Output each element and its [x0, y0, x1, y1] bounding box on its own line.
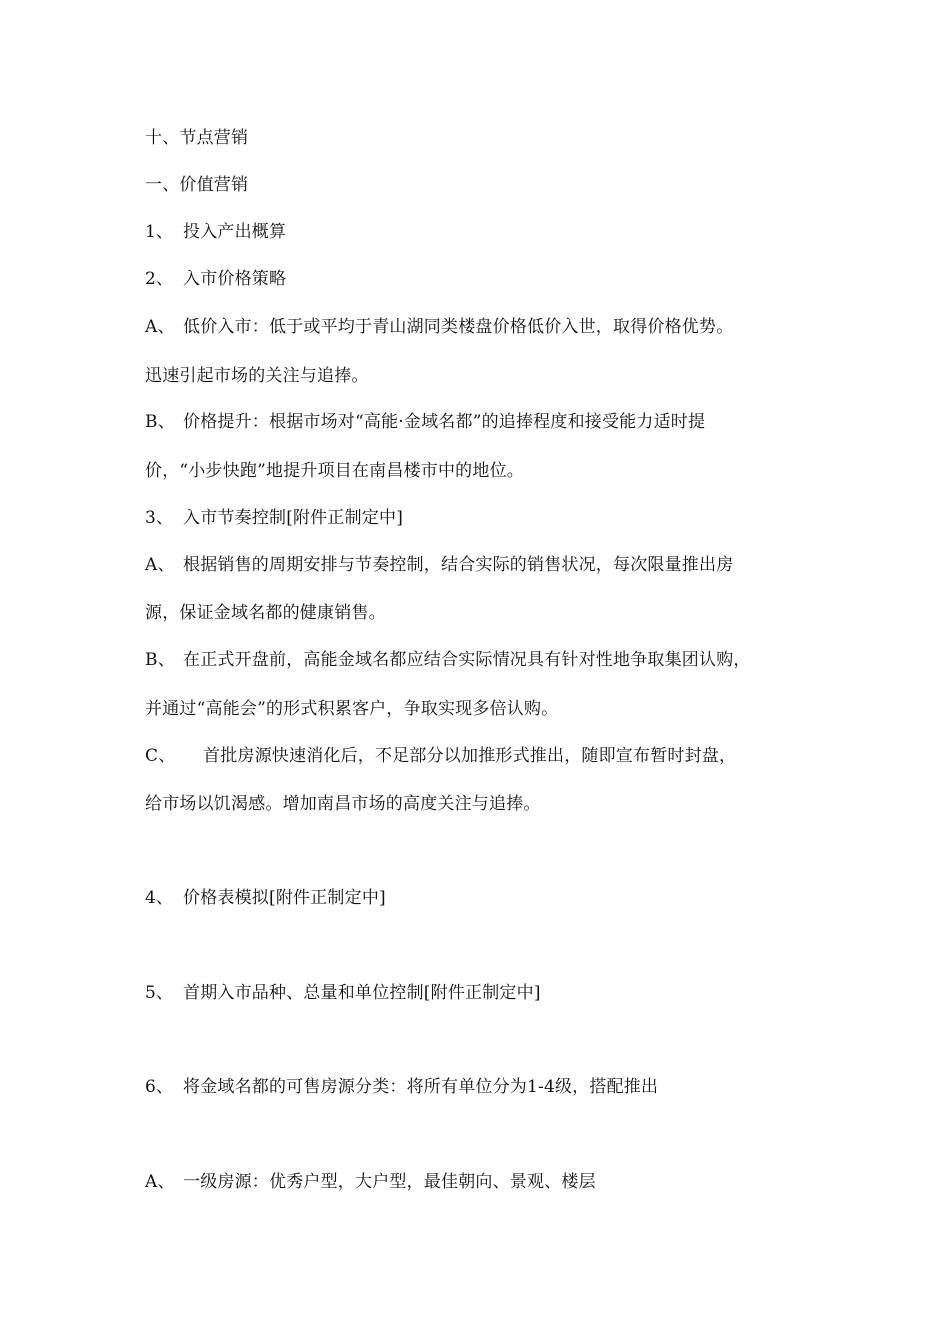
- list-item: [145, 1077, 658, 1097]
- list-item: [145, 983, 541, 1003]
- list-marker: A、: [145, 317, 175, 337]
- paragraph-continuation: [145, 794, 541, 814]
- line-text: 十、节点营销: [145, 128, 249, 148]
- line-text: 在正式开盘前，高能金域名都应结合实际情况具有针对性地争取集团认购，: [183, 650, 751, 670]
- line-text: 迅速引起市场的关注与追捧。: [145, 366, 369, 386]
- list-marker: 3、: [145, 508, 174, 528]
- paragraph-continuation: [145, 366, 369, 386]
- list-item: [145, 650, 751, 670]
- list-item: [145, 317, 733, 337]
- list-item: [145, 269, 286, 289]
- line-text: 入市节奏控制[附件正制定中]: [183, 508, 404, 528]
- paragraph-continuation: [145, 699, 558, 719]
- list-marker: 5、: [145, 983, 174, 1003]
- line-text: 首批房源快速消化后，不足部分以加推形式推出，随即宣布暂时封盘，: [203, 746, 737, 766]
- line-text: 入市价格策略: [183, 269, 287, 289]
- list-marker: 4、: [145, 888, 174, 908]
- line-text: 将金域名都的可售房源分类：将所有单位分为1-4级，搭配推出: [183, 1077, 659, 1097]
- section-heading: [145, 128, 248, 148]
- line-text: 一、价值营销: [145, 175, 249, 195]
- list-marker: 6、: [145, 1077, 174, 1097]
- list-item: [145, 508, 403, 528]
- line-text: 首期入市品种、总量和单位控制[附件正制定中]: [183, 983, 541, 1003]
- list-item: [145, 222, 286, 242]
- list-marker: B、: [145, 412, 175, 432]
- line-text: 并通过“高能会”的形式积累客户，争取实现多倍认购。: [145, 699, 559, 719]
- list-item: [145, 555, 733, 575]
- list-item: [145, 746, 736, 766]
- line-text: 价格表模拟[附件正制定中]: [183, 888, 386, 908]
- subsection-heading: [145, 175, 248, 195]
- list-marker: B、: [145, 650, 175, 670]
- list-marker: 1、: [145, 222, 174, 242]
- line-text: 一级房源：优秀户型，大户型，最佳朝向、景观、楼层: [183, 1172, 596, 1192]
- line-text: 给市场以饥渴感。增加南昌市场的高度关注与追捧。: [145, 794, 541, 814]
- line-text: 价格提升：根据市场对“高能·金域名都”的追捧程度和接受能力适时提: [183, 412, 706, 432]
- line-text: 低价入市：低于或平均于青山湖同类楼盘价格低价入世，取得价格优势。: [183, 317, 734, 337]
- list-marker: A、: [145, 555, 175, 575]
- list-item: [145, 888, 386, 908]
- line-text: 价，“小步快跑”地提升项目在南昌楼市中的地位。: [145, 461, 524, 481]
- list-item: [145, 1172, 596, 1192]
- list-marker: A、: [145, 1172, 175, 1192]
- paragraph-continuation: [145, 603, 386, 623]
- line-text: 投入产出概算: [183, 222, 287, 242]
- paragraph-continuation: [145, 461, 524, 481]
- line-text: 源，保证金域名都的健康销售。: [145, 603, 386, 623]
- list-marker: C、: [145, 746, 176, 766]
- list-marker: 2、: [145, 269, 174, 289]
- list-item: [145, 412, 705, 432]
- line-text: 根据销售的周期安排与节奏控制，结合实际的销售状况，每次限量推出房: [183, 555, 734, 575]
